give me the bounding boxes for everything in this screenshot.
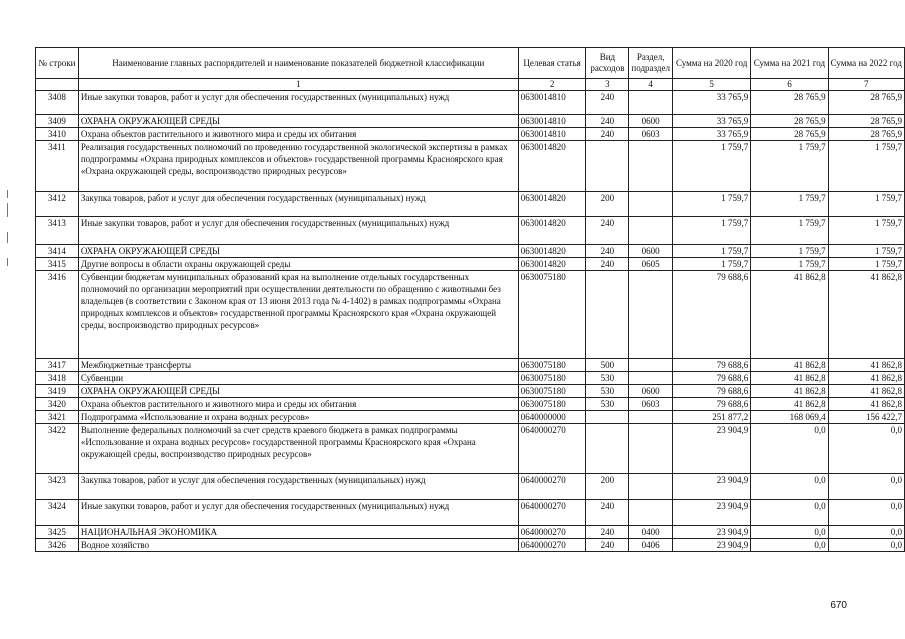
row-name: Иные закупки товаров, работ и услуг для обеспечения государственных (муниципальных) нужд	[78, 91, 518, 115]
row-razdel: 0600	[629, 245, 673, 258]
row-name: Закупка товаров, работ и услуг для обеспечения государственных (муниципальных) нужд	[78, 474, 518, 500]
row-number: 3416	[36, 271, 79, 359]
row-sum-2022: 0,0	[828, 526, 904, 539]
header-name: Наименование главных распорядителей и наименование показателей бюджетной классификации	[78, 48, 518, 79]
header-razdel: Раздел, подраздел	[629, 48, 673, 79]
table-row	[36, 398, 905, 411]
column-number-row	[36, 79, 905, 91]
row-sum-2020: 1 759,7	[672, 258, 750, 271]
column-number	[36, 79, 79, 91]
margin-mark	[7, 258, 8, 266]
row-razdel	[629, 192, 673, 217]
row-sum-2022: 28 765,9	[828, 128, 904, 141]
row-razdel: 0406	[629, 539, 673, 552]
row-vid	[586, 141, 629, 192]
row-vid	[586, 271, 629, 359]
table-row	[36, 474, 905, 500]
row-target: 0630014810	[518, 128, 586, 141]
row-target: 0630075180	[518, 372, 586, 385]
row-vid	[586, 411, 629, 424]
table-row	[36, 258, 905, 271]
row-sum-2021: 1 759,7	[751, 217, 828, 245]
row-sum-2022: 0,0	[828, 500, 904, 526]
row-sum-2020: 33 765,9	[672, 128, 750, 141]
row-sum-2020: 23 904,9	[672, 474, 750, 500]
row-sum-2022: 41 862,8	[828, 385, 904, 398]
row-vid: 530	[586, 372, 629, 385]
row-sum-2021: 41 862,8	[751, 372, 828, 385]
row-sum-2021: 41 862,8	[751, 385, 828, 398]
row-name: Межбюджетные трансферты	[78, 359, 518, 372]
row-vid: 240	[586, 500, 629, 526]
row-target: 0630075180	[518, 271, 586, 359]
row-sum-2021: 41 862,8	[751, 271, 828, 359]
table-row	[36, 539, 905, 552]
row-sum-2022: 41 862,8	[828, 359, 904, 372]
row-sum-2022: 156 422,7	[828, 411, 904, 424]
row-target: 0640000000	[518, 411, 586, 424]
margin-mark	[7, 203, 8, 217]
row-sum-2020: 23 904,9	[672, 424, 750, 474]
page-number: 670	[830, 600, 847, 611]
table-row	[36, 385, 905, 398]
column-number: 4	[629, 79, 673, 91]
row-vid: 240	[586, 91, 629, 115]
row-sum-2020: 251 877,2	[672, 411, 750, 424]
row-sum-2020: 1 759,7	[672, 192, 750, 217]
row-sum-2020: 79 688,6	[672, 271, 750, 359]
row-sum-2020: 33 765,9	[672, 115, 750, 128]
row-sum-2022: 1 759,7	[828, 258, 904, 271]
row-number: 3424	[36, 500, 79, 526]
row-razdel	[629, 372, 673, 385]
row-razdel	[629, 474, 673, 500]
column-number: 5	[672, 79, 750, 91]
row-vid: 240	[586, 115, 629, 128]
row-number: 3409	[36, 115, 79, 128]
column-number: 2	[518, 79, 586, 91]
row-target: 0630014820	[518, 217, 586, 245]
row-vid	[586, 424, 629, 474]
row-name: ОХРАНА ОКРУЖАЮЩЕЙ СРЕДЫ	[78, 115, 518, 128]
row-name: Иные закупки товаров, работ и услуг для обеспечения государственных (муниципальных) нужд	[78, 500, 518, 526]
row-sum-2021: 1 759,7	[751, 245, 828, 258]
row-number: 3417	[36, 359, 79, 372]
row-target: 0630075180	[518, 398, 586, 411]
table-row	[36, 424, 905, 474]
row-sum-2021: 28 765,9	[751, 91, 828, 115]
row-name: Охрана объектов растительного и животного мира и среды их обитания	[78, 398, 518, 411]
row-name: Закупка товаров, работ и услуг для обеспечения государственных (муниципальных) нужд	[78, 192, 518, 217]
table-row	[36, 372, 905, 385]
row-target: 0640000270	[518, 500, 586, 526]
row-name: Водное хозяйство	[78, 539, 518, 552]
row-sum-2020: 79 688,6	[672, 359, 750, 372]
row-vid: 240	[586, 539, 629, 552]
row-number: 3420	[36, 398, 79, 411]
row-number: 3408	[36, 91, 79, 115]
row-sum-2020: 1 759,7	[672, 245, 750, 258]
row-target: 0630014820	[518, 141, 586, 192]
row-razdel: 0600	[629, 115, 673, 128]
table-row	[36, 192, 905, 217]
budget-table	[35, 47, 905, 552]
row-sum-2020: 79 688,6	[672, 385, 750, 398]
row-name: Другие вопросы в области охраны окружающей среды	[78, 258, 518, 271]
row-sum-2020: 79 688,6	[672, 372, 750, 385]
row-sum-2021: 41 862,8	[751, 359, 828, 372]
row-razdel: 0603	[629, 398, 673, 411]
row-number: 3413	[36, 217, 79, 245]
row-sum-2022: 1 759,7	[828, 217, 904, 245]
row-sum-2022: 1 759,7	[828, 141, 904, 192]
row-razdel	[629, 91, 673, 115]
row-razdel: 0605	[629, 258, 673, 271]
row-sum-2021: 0,0	[751, 526, 828, 539]
row-sum-2020: 1 759,7	[672, 141, 750, 192]
budget-table-sheet	[35, 47, 905, 552]
row-number: 3410	[36, 128, 79, 141]
row-target: 0630014820	[518, 245, 586, 258]
row-sum-2021: 0,0	[751, 474, 828, 500]
row-sum-2020: 33 765,9	[672, 91, 750, 115]
row-number: 3422	[36, 424, 79, 474]
column-number: 3	[586, 79, 629, 91]
table-row	[36, 271, 905, 359]
table-row	[36, 411, 905, 424]
table-row	[36, 91, 905, 115]
row-sum-2022: 28 765,9	[828, 115, 904, 128]
row-sum-2020: 23 904,9	[672, 539, 750, 552]
row-target: 0630014820	[518, 258, 586, 271]
row-vid: 500	[586, 359, 629, 372]
header-sum-2022: Сумма на 2022 год	[828, 48, 904, 79]
row-name: Реализация государственных полномочий по проведению государственной экологической экспертизы в рамках подпрограммы «Охрана природных комплексов и объектов» государственной программы Красноярского края «Охрана окружающей среды, воспроизводство природных ресурсов»	[78, 141, 518, 192]
row-vid: 240	[586, 526, 629, 539]
row-razdel	[629, 359, 673, 372]
row-number: 3418	[36, 372, 79, 385]
row-number: 3415	[36, 258, 79, 271]
row-vid: 240	[586, 245, 629, 258]
table-row	[36, 359, 905, 372]
row-sum-2022: 28 765,9	[828, 91, 904, 115]
table-row	[36, 500, 905, 526]
row-number: 3414	[36, 245, 79, 258]
row-name: Иные закупки товаров, работ и услуг для обеспечения государственных (муниципальных) нужд	[78, 217, 518, 245]
row-vid: 200	[586, 474, 629, 500]
row-name: ОХРАНА ОКРУЖАЮЩЕЙ СРЕДЫ	[78, 385, 518, 398]
row-razdel	[629, 141, 673, 192]
row-vid: 530	[586, 385, 629, 398]
header-row-no: № строки	[36, 48, 79, 79]
row-razdel: 0600	[629, 385, 673, 398]
row-name: Подпрограмма «Использование и охрана водных ресурсов»	[78, 411, 518, 424]
row-number: 3426	[36, 539, 79, 552]
row-name: Субвенции бюджетам муниципальных образований края на выполнение отдельных государственных полномочий по организации мероприятий при осуществлении деятельности по обращению с животными без владельцев (в соответствии с Законом края от 13 июня 2013 года № 4-1402) в рамках подпрограммы «Охрана природных комплексов и объектов» государственной программы Красноярского края «Охрана окружающей среды, воспроизводство природных ресурсов»	[78, 271, 518, 359]
row-razdel	[629, 411, 673, 424]
row-razdel	[629, 424, 673, 474]
row-sum-2022: 41 862,8	[828, 398, 904, 411]
row-sum-2021: 28 765,9	[751, 115, 828, 128]
row-sum-2022: 0,0	[828, 424, 904, 474]
column-number: 1	[78, 79, 518, 91]
row-number: 3423	[36, 474, 79, 500]
row-sum-2022: 1 759,7	[828, 192, 904, 217]
row-sum-2022: 1 759,7	[828, 245, 904, 258]
row-number: 3419	[36, 385, 79, 398]
row-name: ОХРАНА ОКРУЖАЮЩЕЙ СРЕДЫ	[78, 245, 518, 258]
row-sum-2020: 23 904,9	[672, 500, 750, 526]
column-number: 7	[828, 79, 904, 91]
row-razdel: 0400	[629, 526, 673, 539]
margin-mark	[7, 232, 8, 243]
row-vid: 200	[586, 192, 629, 217]
row-target: 0630014810	[518, 91, 586, 115]
row-sum-2021: 168 069,4	[751, 411, 828, 424]
row-vid: 240	[586, 128, 629, 141]
row-sum-2021: 0,0	[751, 500, 828, 526]
row-target: 0630014810	[518, 115, 586, 128]
row-number: 3411	[36, 141, 79, 192]
column-number: 6	[751, 79, 828, 91]
row-target: 0640000270	[518, 424, 586, 474]
header-target: Целевая статья	[518, 48, 586, 79]
margin-mark	[7, 190, 8, 198]
row-vid: 240	[586, 217, 629, 245]
row-name: НАЦИОНАЛЬНАЯ ЭКОНОМИКА	[78, 526, 518, 539]
row-target: 0630075180	[518, 359, 586, 372]
row-sum-2020: 79 688,6	[672, 398, 750, 411]
row-target: 0640000270	[518, 474, 586, 500]
row-target: 0630075180	[518, 385, 586, 398]
row-sum-2021: 41 862,8	[751, 398, 828, 411]
row-target: 0640000270	[518, 539, 586, 552]
row-razdel: 0603	[629, 128, 673, 141]
row-vid: 530	[586, 398, 629, 411]
row-sum-2022: 41 862,8	[828, 271, 904, 359]
row-number: 3412	[36, 192, 79, 217]
row-sum-2022: 41 862,8	[828, 372, 904, 385]
row-razdel	[629, 217, 673, 245]
row-vid: 240	[586, 258, 629, 271]
header-sum-2021: Сумма на 2021 год	[751, 48, 828, 79]
row-sum-2021: 1 759,7	[751, 192, 828, 217]
row-sum-2021: 0,0	[751, 424, 828, 474]
table-row	[36, 245, 905, 258]
row-name: Субвенции	[78, 372, 518, 385]
header-vid: Вид расходов	[586, 48, 629, 79]
table-row	[36, 128, 905, 141]
row-sum-2021: 0,0	[751, 539, 828, 552]
row-razdel	[629, 271, 673, 359]
row-name: Охрана объектов растительного и животного мира и среды их обитания	[78, 128, 518, 141]
row-target: 0640000270	[518, 526, 586, 539]
row-name: Выполнение федеральных полномочий за счет средств краевого бюджета в рамках подпрограммы «Использование и охрана водных ресурсов» государственной программы Красноярского края «Охрана окружающей среды, воспроизводство природных ресурсов»	[78, 424, 518, 474]
table-row	[36, 115, 905, 128]
row-number: 3421	[36, 411, 79, 424]
row-sum-2021: 1 759,7	[751, 258, 828, 271]
header-row	[36, 48, 905, 79]
table-row	[36, 141, 905, 192]
table-row	[36, 217, 905, 245]
row-number: 3425	[36, 526, 79, 539]
row-razdel	[629, 500, 673, 526]
row-sum-2020: 23 904,9	[672, 526, 750, 539]
row-sum-2021: 28 765,9	[751, 128, 828, 141]
table-row	[36, 526, 905, 539]
row-sum-2021: 1 759,7	[751, 141, 828, 192]
row-target: 0630014820	[518, 192, 586, 217]
header-sum-2020: Сумма на 2020 год	[672, 48, 750, 79]
row-sum-2022: 0,0	[828, 474, 904, 500]
row-sum-2020: 1 759,7	[672, 217, 750, 245]
row-sum-2022: 0,0	[828, 539, 904, 552]
